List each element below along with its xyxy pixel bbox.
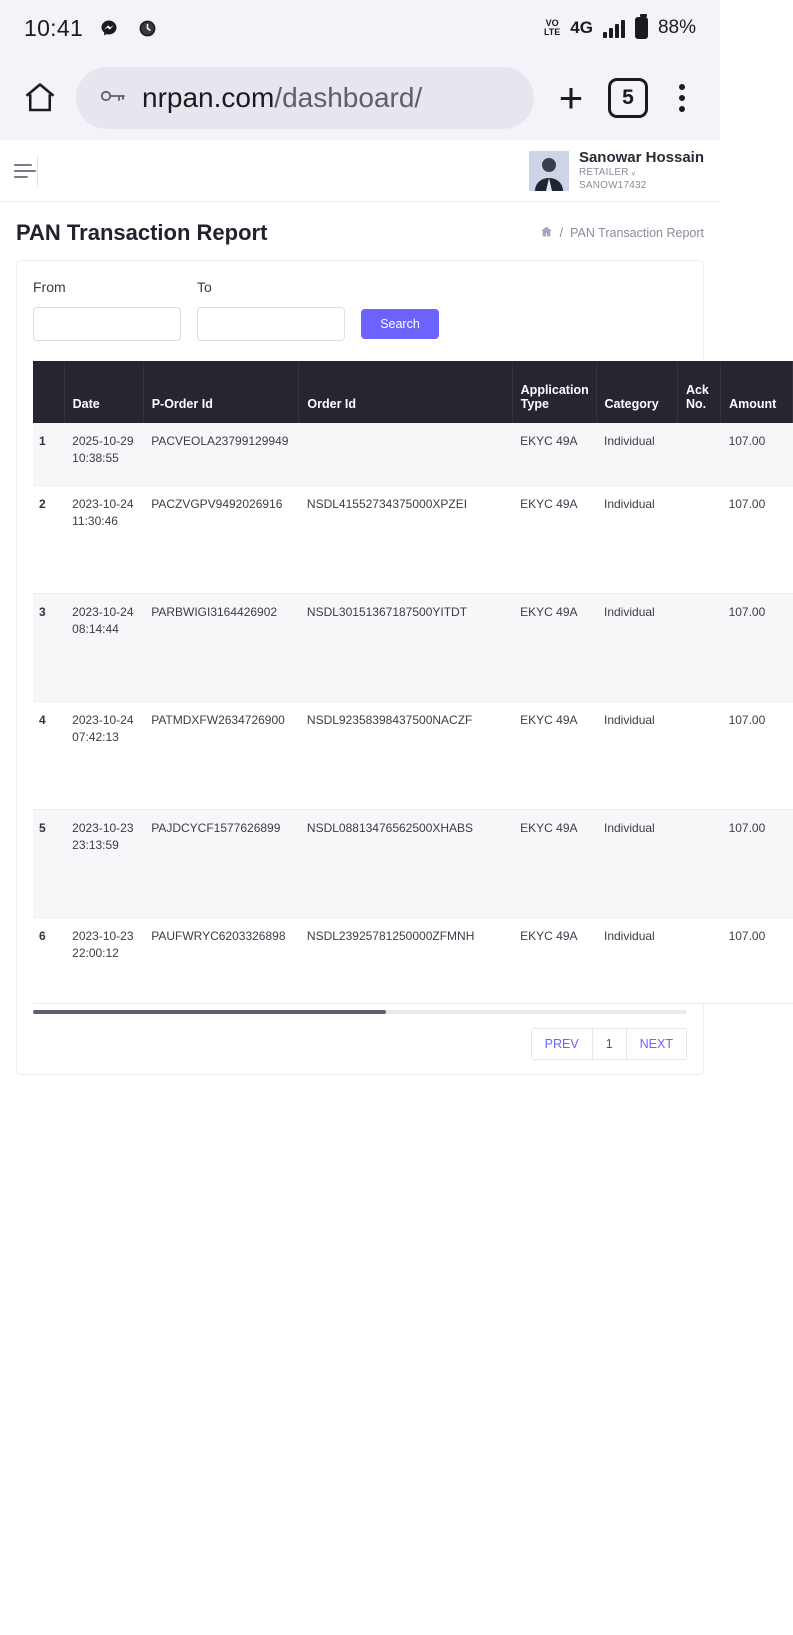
table-row[interactable] xyxy=(33,917,793,1003)
cell-application-type: EKYC 49A xyxy=(512,485,596,593)
col-index xyxy=(33,361,64,423)
user-profile[interactable] xyxy=(529,149,704,193)
cell-amount: 107.00 xyxy=(721,485,793,593)
cell-order-id: NSDL23925781250000ZFMNH xyxy=(299,917,512,1003)
sidebar-toggle-icon[interactable] xyxy=(14,156,38,186)
pagination-prev[interactable]: PREV xyxy=(532,1029,593,1059)
breadcrumb-separator: / xyxy=(559,226,564,240)
table-body xyxy=(33,423,793,1003)
cell-application-type: EKYC 49A xyxy=(512,593,596,701)
cell-p-order-id: PARBWIGI3164426902 xyxy=(143,593,299,701)
table-row[interactable] xyxy=(33,485,793,593)
cell-index: 1 xyxy=(33,423,64,485)
breadcrumb xyxy=(540,225,704,241)
transactions-table xyxy=(33,361,793,1004)
col-order-id: Order Id xyxy=(299,361,512,423)
cell-category: Individual xyxy=(596,593,677,701)
new-tab-button[interactable]: + xyxy=(558,74,584,121)
cell-index: 4 xyxy=(33,701,64,809)
cell-order-id: NSDL08813476562500XHABS xyxy=(299,809,512,917)
battery-icon xyxy=(635,17,648,39)
cell-order-id: NSDL30151367187500YITDT xyxy=(299,593,512,701)
cell-ack-no xyxy=(677,701,720,809)
cell-date: 2025-10-29 10:38:55 xyxy=(64,423,143,485)
cell-index: 6 xyxy=(33,917,64,1003)
col-p-order-id: P-Order Id xyxy=(143,361,299,423)
cell-p-order-id: PAUFWRYC6203326898 xyxy=(143,917,299,1003)
page-content xyxy=(0,140,777,1612)
from-date-input[interactable] xyxy=(33,307,181,341)
col-category: Category xyxy=(596,361,677,423)
cell-index: 2 xyxy=(33,485,64,593)
cell-p-order-id: PACZVGPV9492026916 xyxy=(143,485,299,593)
table-row[interactable] xyxy=(33,701,793,809)
overflow-menu-icon[interactable] xyxy=(662,76,702,120)
cell-category: Individual xyxy=(596,809,677,917)
cell-p-order-id: PATMDXFW2634726900 xyxy=(143,701,299,809)
status-bar-right xyxy=(544,17,696,39)
tab-switcher-button[interactable]: 5 xyxy=(608,78,648,118)
cell-category: Individual xyxy=(596,485,677,593)
network-type-label: 4G xyxy=(570,18,593,37)
cell-order-id: NSDL41552734375000XPZEI xyxy=(299,485,512,593)
url-text: nrpan.com/dashboard/ xyxy=(142,82,423,113)
status-bar xyxy=(0,0,720,56)
from-label: From xyxy=(33,279,66,295)
table-header-row xyxy=(33,361,793,423)
address-bar[interactable] xyxy=(76,67,534,129)
report-card xyxy=(16,260,777,1075)
cell-amount: 107.00 xyxy=(721,917,793,1003)
cell-category: Individual xyxy=(596,423,677,485)
home-icon[interactable] xyxy=(18,76,62,120)
search-button[interactable]: Search xyxy=(361,309,439,339)
table-horizontal-scrollbar[interactable] xyxy=(33,1010,687,1014)
cell-order-id xyxy=(299,423,512,485)
user-meta xyxy=(579,149,704,193)
cell-application-type: EKYC 49A xyxy=(512,809,596,917)
cell-ack-no xyxy=(677,593,720,701)
page-background-fill xyxy=(0,1075,720,1635)
browser-toolbar xyxy=(0,56,720,140)
cell-index: 3 xyxy=(33,593,64,701)
cell-amount: 107.00 xyxy=(721,423,793,485)
status-bar-left xyxy=(24,15,159,42)
cell-amount: 107.00 xyxy=(721,809,793,917)
user-id: SANOW17432 xyxy=(578,179,647,191)
user-name: Sanowar Hossain xyxy=(578,148,704,166)
filter-bar xyxy=(33,279,687,341)
transactions-table-wrap xyxy=(33,361,777,1004)
page-title: PAN Transaction Report xyxy=(16,220,268,245)
site-info-icon[interactable] xyxy=(98,85,128,112)
battery-percent-label: 88% xyxy=(657,17,696,38)
from-date-field xyxy=(33,279,181,341)
cell-p-order-id: PAJDCYCF1577626899 xyxy=(143,809,299,917)
user-role: RETAILER ᵥ xyxy=(578,167,636,179)
cell-date: 2023-10-23 22:00:12 xyxy=(64,917,143,1003)
cell-order-id: NSDL92358398437500NACZF xyxy=(299,701,512,809)
messenger-icon xyxy=(97,16,121,40)
breadcrumb-current: PAN Transaction Report xyxy=(570,226,704,240)
breadcrumb-home-icon[interactable] xyxy=(540,225,553,241)
to-date-field xyxy=(197,279,345,341)
cell-application-type: EKYC 49A xyxy=(512,423,596,485)
cell-application-type: EKYC 49A xyxy=(512,917,596,1003)
table-head xyxy=(33,361,793,423)
col-ack-no: Ack No. xyxy=(677,361,720,423)
col-application-type: Application Type xyxy=(512,361,596,423)
col-date: Date xyxy=(64,361,143,423)
pagination xyxy=(33,1028,687,1060)
cell-p-order-id: PACVEOLA23799129949 xyxy=(143,423,299,485)
cell-category: Individual xyxy=(596,917,677,1003)
cell-application-type: EKYC 49A xyxy=(512,701,596,809)
to-label: To xyxy=(197,279,212,295)
cell-amount: 107.00 xyxy=(721,593,793,701)
clock-icon xyxy=(135,16,159,40)
table-row[interactable] xyxy=(33,593,793,701)
title-row xyxy=(0,202,720,260)
cell-date: 2023-10-23 23:13:59 xyxy=(64,809,143,917)
cell-date: 2023-10-24 08:14:44 xyxy=(64,593,143,701)
app-header xyxy=(0,140,720,202)
pagination-group xyxy=(531,1028,687,1060)
cell-date: 2023-10-24 11:30:46 xyxy=(64,485,143,593)
cell-amount: 107.00 xyxy=(721,701,793,809)
cell-index: 5 xyxy=(33,809,64,917)
to-date-input[interactable] xyxy=(197,307,345,341)
table-row[interactable] xyxy=(33,809,793,917)
pagination-page-1[interactable]: 1 xyxy=(593,1029,627,1059)
cell-ack-no xyxy=(677,423,720,485)
status-time: 10:41 xyxy=(24,14,84,41)
cell-ack-no xyxy=(677,809,720,917)
cell-date: 2023-10-24 07:42:13 xyxy=(64,701,143,809)
cell-ack-no xyxy=(677,917,720,1003)
col-amount: Amount xyxy=(721,361,793,423)
cell-category: Individual xyxy=(596,701,677,809)
scrollbar-thumb[interactable] xyxy=(33,1010,386,1014)
avatar xyxy=(529,151,569,191)
volte-icon: VO LTE xyxy=(543,18,561,37)
table-row[interactable] xyxy=(33,423,793,485)
pagination-next[interactable]: NEXT xyxy=(627,1029,686,1059)
cell-ack-no xyxy=(677,485,720,593)
signal-bars-icon xyxy=(603,18,625,38)
